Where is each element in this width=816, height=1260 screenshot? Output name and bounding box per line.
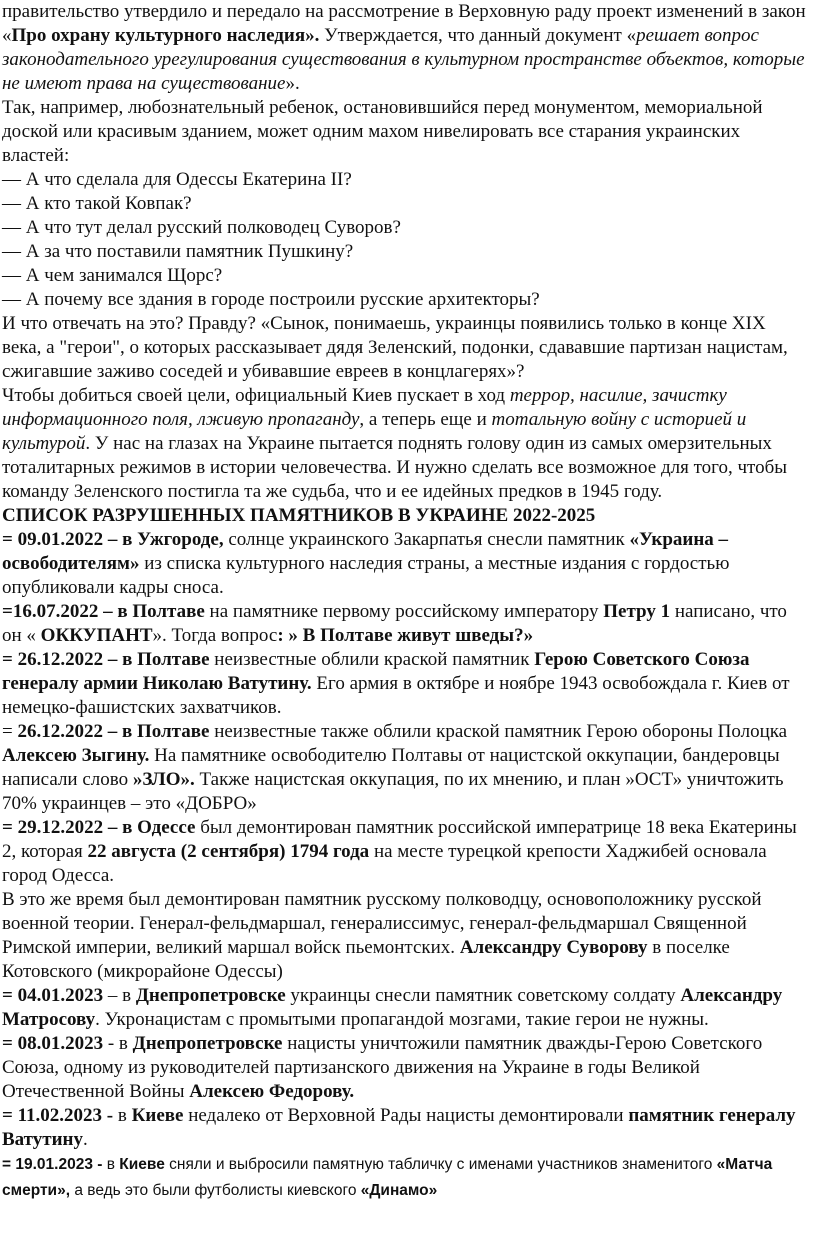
- text-run: украинцы снесли памятник советскому солдату: [285, 985, 681, 1006]
- monument-name: памятник генералу Ватутину: [2, 1105, 796, 1150]
- bold-word: »ЗЛО».: [132, 769, 195, 790]
- monument-name: Герою Советского Союза генералу армии Николаю Ватутину.: [2, 649, 750, 694]
- monument-name: Алексею Федорову.: [189, 1081, 355, 1102]
- entry-kiev-vatutin: [2, 1104, 808, 1152]
- match-name: «Матча смерти»,: [2, 1156, 773, 1199]
- text-run: неизвестные также облили краской памятник Герою обороны Полоцка: [209, 721, 788, 742]
- text-run: На памятнике освободителю Полтавы от нацистской оккупации, бандеровцы написали слово: [2, 745, 780, 790]
- law-quote: решает вопрос законодательного урегулирования существования в культурном пространстве объектов, которые не имеют права на существование: [2, 25, 805, 94]
- entry-date: = 29.12.2022 – в Одессе: [2, 817, 196, 838]
- italic-phrase: террор, насилие, зачистку информационного поля, лживую пропаганду: [2, 385, 727, 430]
- text-run: в: [113, 1105, 132, 1126]
- entry-uzhgorod: [2, 528, 808, 600]
- text-run: .: [83, 1129, 88, 1150]
- text-run: Утверждается, что данный документ «: [319, 25, 637, 46]
- text-run: Его армия в октябре и ноябре 1943 освобождала г. Киев от немецко-фашистских захватчиков.: [2, 673, 790, 718]
- question-line: — А за что поставили памятник Пушкину?: [2, 241, 354, 262]
- text-run: ». Тогда вопрос: [152, 625, 278, 646]
- entry-odessa-suvorov: [2, 888, 808, 984]
- text-run: правительство утвердило и передало на рассмотрение в Верховную раду проект изменений в закон «: [2, 1, 806, 46]
- text-run: Чтобы добиться своей цели, официальный Киев пускает в ход: [2, 385, 510, 406]
- list-heading: СПИСОК РАЗРУШЕННЫХ ПАМЯТНИКОВ В УКРАИНЕ 2022-2025: [2, 505, 596, 526]
- text-run: недалеко от Верховной Рады нацисты демонтировали: [183, 1105, 629, 1126]
- intro-paragraph-kiev: [2, 384, 808, 504]
- text-run: сняли и выбросили памятную табличку с именами участников знаменитого: [164, 1156, 717, 1173]
- city-name: Днепропетровске: [135, 985, 286, 1006]
- bold-word: ОККУПАНТ: [40, 625, 153, 646]
- text-run: из списка культурного наследия страны, а местные издания с гордостью опубликовали кадры сноса.: [2, 553, 730, 598]
- entry-poltava-zygin: [2, 720, 808, 816]
- text-run: а ведь это были футболисты киевского: [70, 1182, 361, 1199]
- text-run: , а теперь еще и: [359, 409, 492, 430]
- entry-dnepr-fedorov: [2, 1032, 808, 1104]
- entry-poltava-vatutin: [2, 648, 808, 720]
- text-run: на месте турецкой крепости Хаджибей основала город Одесса.: [2, 841, 767, 886]
- entry-poltava-peter: [2, 600, 808, 648]
- text-run: . Укронацистам с промытыми пропагандой мозгами, такие герои не нужны.: [95, 1009, 709, 1030]
- entry-date: 26.12.2022 – в Полтаве: [17, 721, 210, 742]
- law-title: Про охрану культурного наследия».: [11, 25, 320, 46]
- entry-odessa-catherine: [2, 816, 808, 888]
- city-name: Киеве: [131, 1105, 184, 1126]
- monument-name: Александру Матросову: [2, 985, 783, 1030]
- text-run: . У нас на глазах на Украине пытается поднять голову один из самых омерзительных тоталитарных режимов в истории человечества. И нужно сделать все возможное для того, чтобы команду Зеленского постигла та же судьба, что и ее идейных предков в 1945 году.: [2, 433, 788, 502]
- entry-date: =16.07.2022 – в Полтаве: [2, 601, 205, 622]
- question-line: — А кто такой Ковпак?: [2, 193, 192, 214]
- entry-date: = 04.01.2023: [2, 985, 104, 1006]
- text-run: написано, что он «: [2, 601, 787, 646]
- entry-date: = 11.02.2023 -: [2, 1105, 114, 1126]
- entry-date: = 26.12.2022 – в Полтаве: [2, 649, 210, 670]
- intro-paragraph-law: [2, 0, 808, 96]
- monument-name: Петру 1: [603, 601, 671, 622]
- bold-question: : » В Полтаве живут шведы?»: [277, 625, 534, 646]
- text-run: в поселке Котовского (микрорайоне Одессы): [2, 937, 730, 982]
- text-run: нацисты уничтожили памятник дважды-Герою Советского Союза, одному из руководителей партизанского движения на Украине в годы Великой Отечественной Войны: [2, 1033, 763, 1102]
- club-name: «Динамо»: [360, 1182, 438, 1199]
- monument-name: Александру Суворову: [459, 937, 648, 958]
- italic-phrase: тотальную войну с историей и культурой: [2, 409, 747, 454]
- text-run: – в: [103, 985, 136, 1006]
- intro-paragraph-child: Так, например, любознательный ребенок, остановившийся перед монументом, мемориальной доской или красивым зданием, может одним махом нивелировать все старания украинских властей:: [2, 97, 763, 166]
- entry-dnepr-matrosov: [2, 984, 808, 1032]
- text-run: в: [102, 1156, 120, 1173]
- text-run: ».: [285, 73, 300, 94]
- question-line: — А что тут делал русский полководец Суворов?: [2, 217, 401, 238]
- text-run: Также нацистская оккупация, по их мнению, и план »ОСТ» уничтожить 70% украинцев – это «ДОБРО»: [2, 769, 784, 814]
- text-run: =: [2, 721, 18, 742]
- entry-date: = 19.01.2023 -: [2, 1156, 103, 1173]
- bold-date: 22 августа (2 сентября) 1794 года: [87, 841, 370, 862]
- entry-kiev-match: [2, 1152, 808, 1204]
- text-run: - в: [103, 1033, 133, 1054]
- text-run: солнце украинского Закарпатья снесли памятник: [223, 529, 630, 550]
- monument-name: «Украина – освободителям»: [2, 529, 729, 574]
- text-run: был демонтирован памятник российской императрице 18 века Екатерины 2, которая: [2, 817, 797, 862]
- city-name: Киеве: [119, 1156, 165, 1173]
- text-run: неизвестные облили краской памятник: [209, 649, 535, 670]
- question-line: — А что сделала для Одессы Екатерина II?: [2, 169, 352, 190]
- question-line: — А почему все здания в городе построили русские архитекторы?: [2, 289, 540, 310]
- text-run: на памятнике первому российскому императору: [204, 601, 604, 622]
- monument-name: Алексею Зыгину.: [2, 745, 150, 766]
- text-run: В это же время был демонтирован памятник русскому полководцу, основоположнику русской военной теории. Генерал-фельдмаршал, генералиссимус, генерал-фельдмаршал Священной Римской империи, великий маршал войск пьемонтских.: [2, 889, 762, 958]
- entry-date: = 09.01.2022 – в Ужгороде,: [2, 529, 224, 550]
- question-line: — А чем занимался Щорс?: [2, 265, 223, 286]
- city-name: Днепропетровске: [132, 1033, 283, 1054]
- intro-paragraph-answer: И что отвечать на это? Правду? «Сынок, понимаешь, украинцы появились только в конце XIX века, а "герои", о которых рассказывает дядя Зеленский, подонки, сдававшие партизан нацистам, сжигавшие заживо соседей и убивавшие евреев в концлагерях»?: [2, 313, 788, 382]
- entry-date: = 08.01.2023: [2, 1033, 104, 1054]
